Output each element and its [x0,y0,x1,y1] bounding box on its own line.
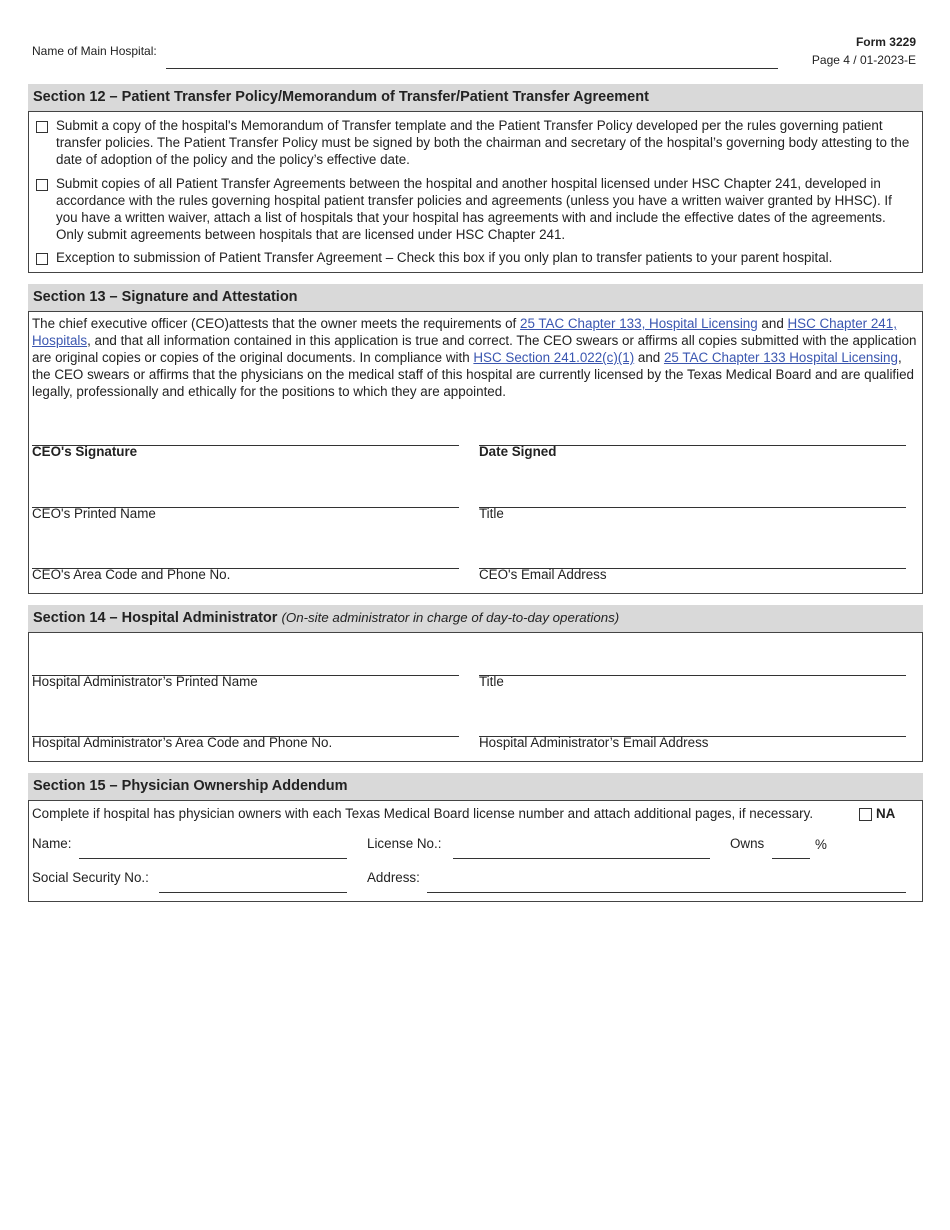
license-number-field[interactable] [453,858,710,859]
administrator-phone-label: Hospital Administrator’s Area Code and Phone No. [32,735,333,750]
link-25-tac-chapter-133[interactable]: 25 TAC Chapter 133, Hospital Licensing [520,316,758,331]
exception-text: Exception to submission of Patient Transfer Agreement – Check this box if you only plan to transfer patients to your parent hospital. [56,250,833,265]
ownership-percent-field[interactable] [772,858,810,859]
section-15-box [28,800,923,902]
ceo-phone-label: CEO's Area Code and Phone No. [32,567,231,582]
section-12-header [28,84,923,111]
attestation-text-1: The chief executive officer (CEO)attests that the owner meets the requirements of [32,316,520,331]
link-hsc-section-241-022[interactable]: HSC Section 241.022(c)(1) [473,350,635,365]
link-25-tac-chapter-133-licensing[interactable]: 25 TAC Chapter 133 Hospital Licensing [663,350,898,365]
address-field[interactable] [427,892,906,893]
physician-name-label: Name: [32,836,72,851]
memorandum-text: Submit a copy of the hospital's Memorandum of Transfer template and the Patient Transfer Policy developed per the rules governing patient transfer policies. The Patient Transfer Policy must be signed by both the chairman and secretary of the hospital’s governing body attesting to the date of adoption of the policy and the policy’s effective date. [56,118,910,167]
section-15-header [28,773,923,800]
attestation-text-3: , and that all information contained in this application is true and correct. The CEO swears or affirms all copies submitted with the application are original copies or copies of the original documents. In compliance with [32,333,917,365]
license-number-label: License No.: [367,836,442,851]
section-14-header [28,605,923,632]
section-13-header [28,284,923,311]
na-checkbox[interactable] [859,808,872,821]
attestation-text-2: and [757,316,788,331]
physician-ownership-instructions: Complete if hospital has physician owners with each Texas Medical Board license number and attach additional pages, if necessary. [32,806,814,821]
administrator-email-label: Hospital Administrator’s Email Address [479,735,709,750]
ceo-printed-name-label: CEO's Printed Name [32,506,156,521]
page-info: Page 4 / 01-2023-E [811,53,916,67]
link-hsc-chapter-241[interactable]: HSC Chapter 241, Hospitals [32,316,897,348]
attestation-text-5: , the CEO swears or affirms that the physicians on the medical staff of this hospital are currently licensed by the Texas Medical Board and are qualified legally, professionally and ethically for the positions to which they are appointed. [32,350,915,399]
section-14-title: Section 14 – Hospital Administrator [33,610,278,626]
ceo-title-field[interactable] [479,507,906,508]
transfer-agreements-checkbox[interactable] [36,179,48,191]
ssn-label: Social Security No.: [32,870,149,885]
section-13-title: Section 13 – Signature and Attestation [33,289,298,305]
ceo-email-label: CEO's Email Address [479,567,607,582]
section-12-title: Section 12 – Patient Transfer Policy/Memorandum of Transfer/Patient Transfer Agreement [33,89,649,105]
physician-name-field[interactable] [79,858,347,859]
address-label: Address: [367,870,420,885]
attestation-paragraph [32,315,918,400]
administrator-printed-name-label: Hospital Administrator’s Printed Name [32,674,258,689]
exception-checkbox[interactable] [36,253,48,265]
transfer-agreements-text: Submit copies of all Patient Transfer Agreements between the hospital and another hospital licensed under HSC Chapter 241, developed in accordance with the rules governing hospital patient transfer policies and agreements (unless you have a written waiver granted by HHSC). If you have a written waiver, attach a list of hospitals that your hospital has agreements with and include the effective dates of the agreements. Only submit agreements between hospitals that are licensed under HSC Chapter 241. [56,176,892,242]
ssn-field[interactable] [159,892,347,893]
percent-sign: % [815,837,827,852]
ceo-signature-label: CEO's Signature [32,444,138,459]
section-14-subtitle: (On-site administrator in charge of day-to-day operations) [281,610,620,625]
memorandum-checkbox[interactable] [36,121,48,133]
section-15-title: Section 15 – Physician Ownership Addendum [33,778,348,794]
form-number: Form 3229 [855,35,916,49]
section-12-box [28,111,923,273]
ceo-title-label: Title [479,506,504,521]
section-14-box [28,632,923,762]
owns-label: Owns [730,836,765,851]
main-hospital-name-label: Name of Main Hospital: [32,44,157,58]
administrator-title-field[interactable] [479,675,906,676]
attestation-text-4: and [634,350,664,365]
section-13-box [28,311,923,594]
na-label: NA [876,806,896,821]
main-hospital-name-field[interactable] [166,68,778,69]
date-signed-label: Date Signed [479,444,557,459]
administrator-title-label: Title [479,674,504,689]
